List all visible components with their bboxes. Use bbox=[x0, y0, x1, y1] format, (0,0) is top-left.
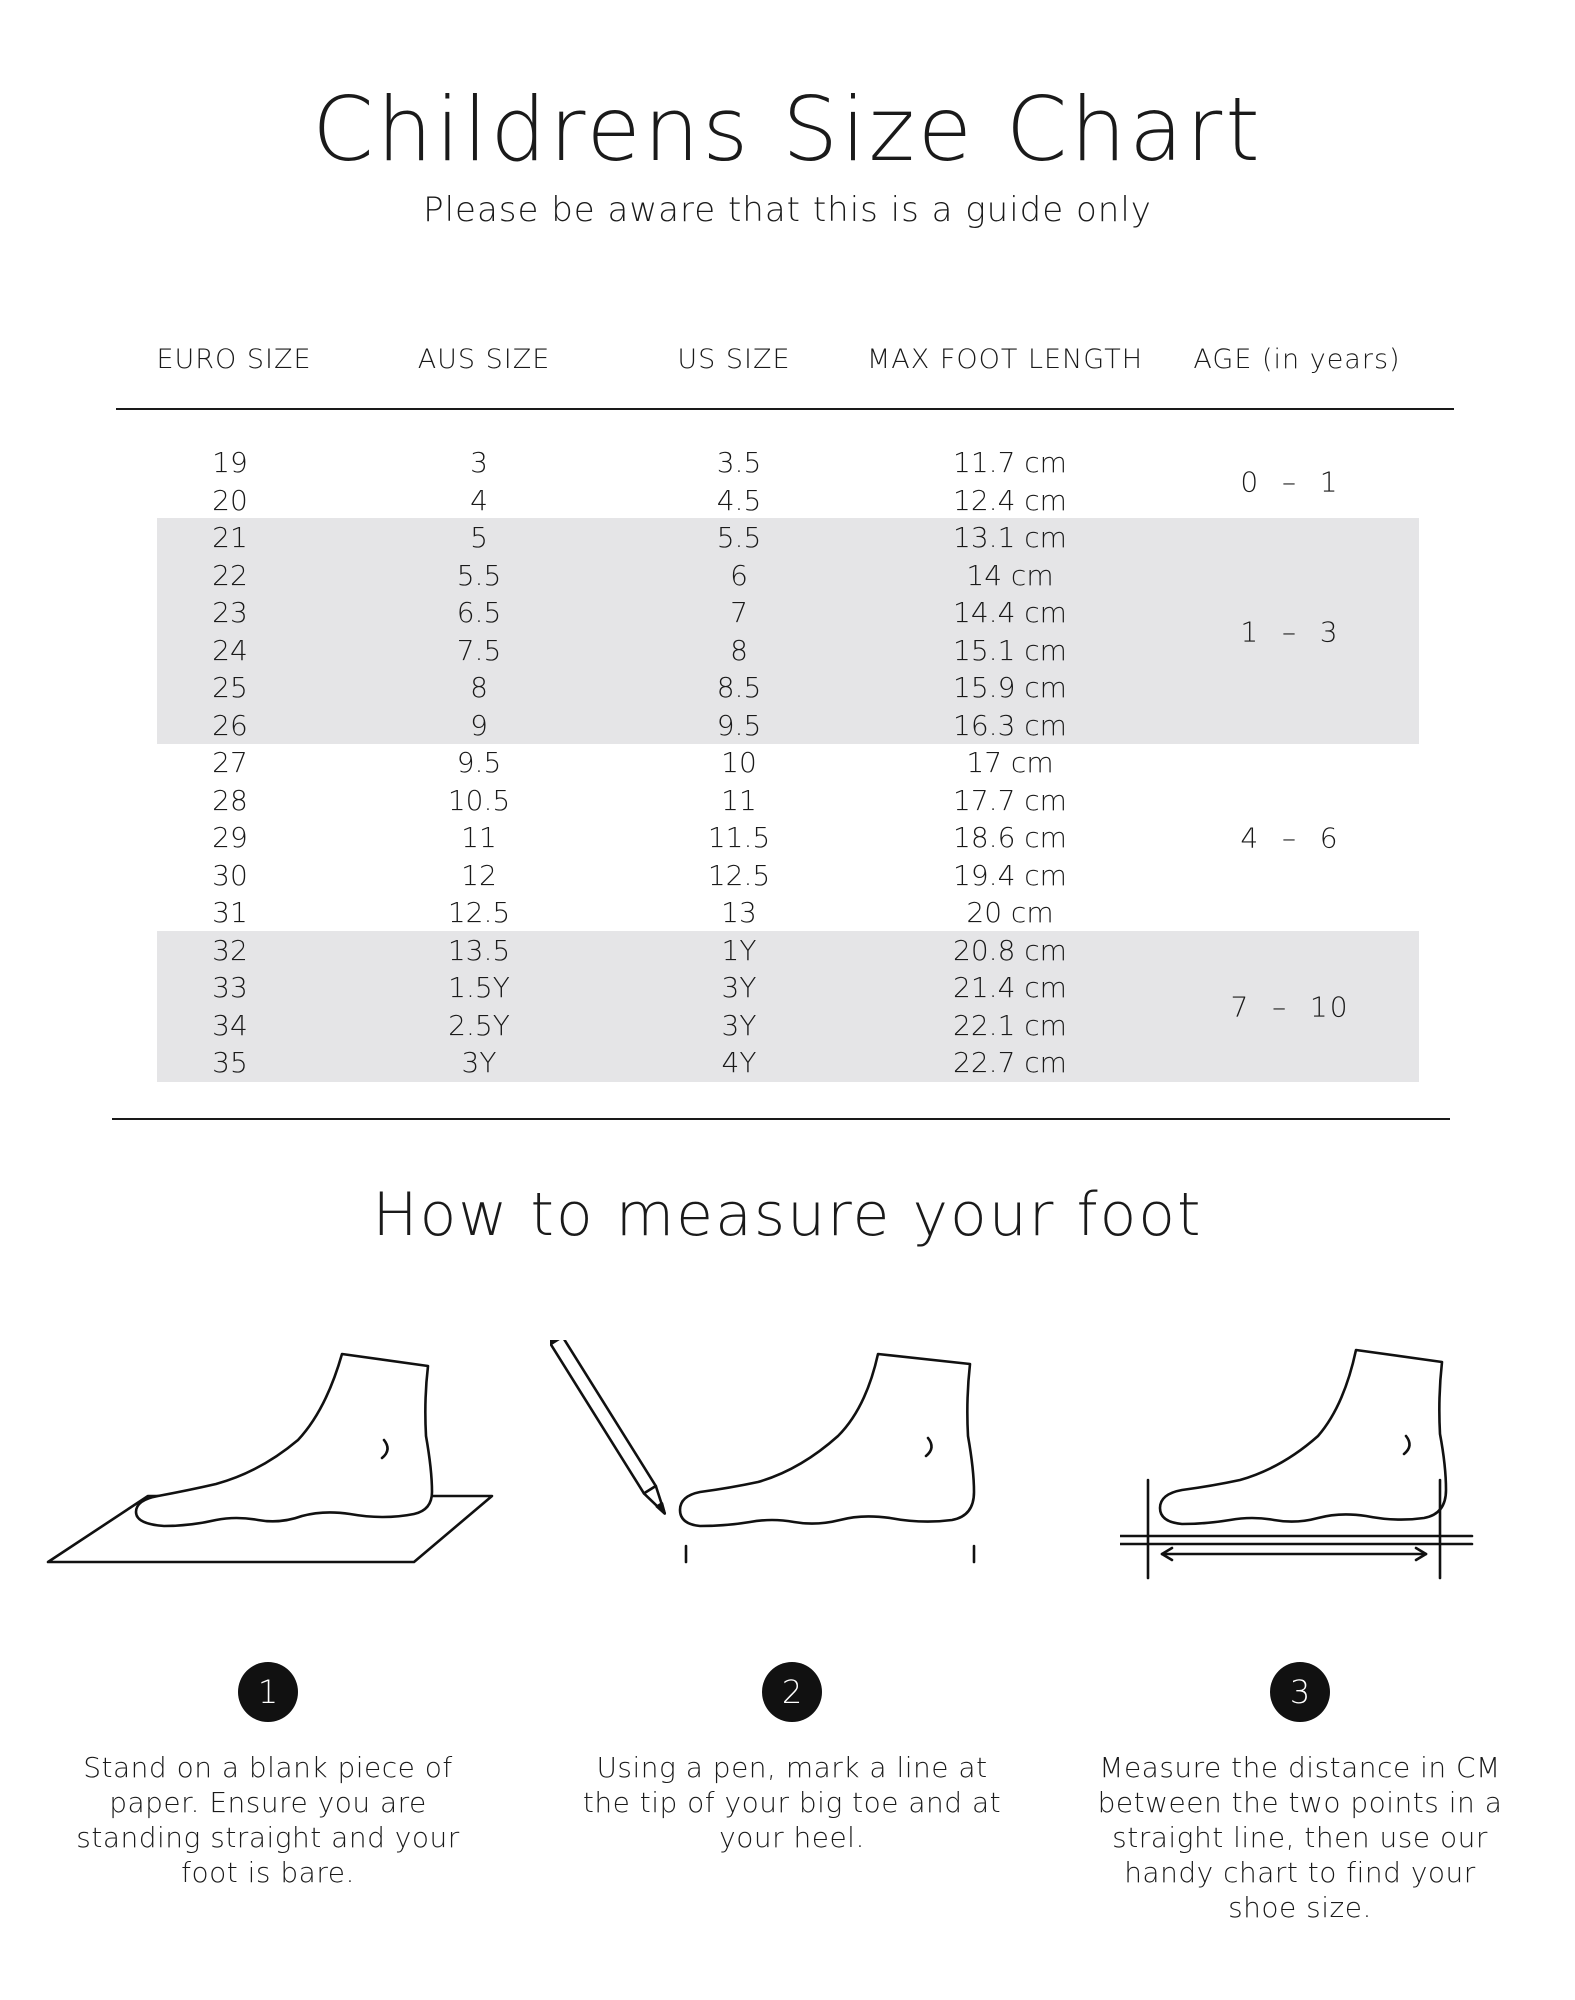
aus-size-cell: 12 bbox=[461, 858, 497, 892]
step-1-text: Stand on a blank piece of paper. Ensure you are standing straight and your foot is bare. bbox=[76, 1751, 460, 1889]
aus-size-cell: 13.5 bbox=[447, 933, 511, 967]
euro-size-cell: 35 bbox=[212, 1046, 248, 1079]
us-size-cell: 8 bbox=[730, 633, 748, 667]
max-foot-length-cell: 22.1 cm bbox=[953, 1008, 1067, 1042]
euro-size-cell: 29 bbox=[212, 821, 248, 854]
age-range-label: 4 – 6 bbox=[1240, 821, 1340, 855]
aus-size-cell: 7.5 bbox=[456, 633, 502, 667]
euro-size-cell: 21 bbox=[212, 521, 248, 554]
euro-size-cell: 34 bbox=[212, 1008, 248, 1042]
table-bottom-divider bbox=[112, 1118, 1450, 1120]
max-foot-length-cell: 17.7 cm bbox=[953, 783, 1067, 817]
aus-size-cell: 1.5Y bbox=[448, 971, 510, 1004]
table-row bbox=[0, 857, 1575, 895]
max-foot-length-cell: 14 cm bbox=[966, 558, 1054, 592]
step-2-text: Using a pen, mark a line at the tip of your big toe and at your heel. bbox=[582, 1751, 1002, 1854]
euro-size-cell: 32 bbox=[212, 933, 248, 967]
table-row bbox=[0, 519, 1575, 557]
us-size-cell: 12.5 bbox=[707, 858, 771, 892]
us-size-cell: 13 bbox=[721, 896, 757, 929]
us-size-cell: 7 bbox=[730, 596, 748, 629]
max-foot-length-cell: 17 cm bbox=[966, 746, 1054, 779]
euro-size-cell: 20 bbox=[212, 483, 248, 517]
aus-size-cell: 6.5 bbox=[456, 596, 502, 629]
euro-size-cell: 27 bbox=[212, 746, 248, 779]
max-foot-length-cell: 12.4 cm bbox=[953, 483, 1067, 517]
step-3-badge: 3 bbox=[1270, 1662, 1330, 1722]
us-size-cell: 6 bbox=[730, 558, 748, 592]
euro-size-cell: 24 bbox=[212, 633, 248, 667]
aus-size-cell: 2.5Y bbox=[448, 1008, 510, 1042]
table-row bbox=[0, 782, 1575, 820]
aus-size-cell: 10.5 bbox=[447, 783, 511, 817]
aus-size-cell: 9.5 bbox=[456, 746, 502, 779]
step-2-badge: 2 bbox=[762, 1662, 822, 1722]
max-foot-length-cell: 16.3 cm bbox=[953, 708, 1067, 742]
max-foot-length-cell: 21.4 cm bbox=[953, 971, 1067, 1004]
max-foot-length-cell: 22.7 cm bbox=[953, 1046, 1067, 1079]
how-to-title: How to measure your foot bbox=[372, 1180, 1203, 1250]
aus-size-cell: 5.5 bbox=[456, 558, 502, 592]
header-us-size: US SIZE bbox=[677, 344, 791, 375]
aus-size-cell: 4 bbox=[470, 483, 488, 517]
measure-distance-icon bbox=[1120, 1340, 1490, 1620]
aus-size-cell: 5 bbox=[470, 521, 488, 554]
us-size-cell: 10 bbox=[721, 746, 757, 779]
us-size-cell: 3Y bbox=[721, 971, 757, 1004]
max-foot-length-cell: 20.8 cm bbox=[953, 933, 1067, 967]
max-foot-length-cell: 19.4 cm bbox=[953, 858, 1067, 892]
age-range-label: 1 – 3 bbox=[1240, 615, 1340, 648]
page-title: Childrens Size Chart bbox=[312, 78, 1263, 181]
us-size-cell: 8.5 bbox=[716, 671, 762, 704]
euro-size-cell: 25 bbox=[212, 671, 248, 704]
table-row bbox=[0, 557, 1575, 595]
euro-size-cell: 22 bbox=[212, 558, 248, 592]
aus-size-cell: 9 bbox=[470, 708, 488, 742]
euro-size-cell: 26 bbox=[212, 708, 248, 742]
aus-size-cell: 8 bbox=[470, 671, 488, 704]
us-size-cell: 4Y bbox=[721, 1046, 757, 1079]
euro-size-cell: 33 bbox=[212, 971, 248, 1004]
euro-size-cell: 31 bbox=[212, 896, 248, 929]
us-size-cell: 3Y bbox=[721, 1008, 757, 1042]
max-foot-length-cell: 14.4 cm bbox=[953, 596, 1067, 629]
age-range-label: 7 – 10 bbox=[1230, 990, 1350, 1023]
max-foot-length-cell: 13.1 cm bbox=[953, 521, 1067, 554]
table-row bbox=[0, 707, 1575, 745]
max-foot-length-cell: 15.9 cm bbox=[953, 671, 1067, 704]
table-row bbox=[0, 1044, 1575, 1082]
table-row bbox=[0, 744, 1575, 782]
us-size-cell: 1Y bbox=[721, 933, 757, 967]
aus-size-cell: 11 bbox=[461, 821, 497, 854]
aus-size-cell: 12.5 bbox=[447, 896, 511, 929]
us-size-cell: 3.5 bbox=[716, 446, 762, 479]
us-size-cell: 4.5 bbox=[716, 483, 762, 517]
euro-size-cell: 19 bbox=[212, 446, 248, 479]
max-foot-length-cell: 15.1 cm bbox=[953, 633, 1067, 667]
step-3-text: Measure the distance in CM between the two points in a straight line, then use our handy chart to find your shoe size. bbox=[1097, 1751, 1503, 1924]
age-range-label: 0 – 1 bbox=[1240, 465, 1340, 498]
aus-size-cell: 3Y bbox=[461, 1046, 497, 1079]
us-size-cell: 5.5 bbox=[716, 521, 762, 554]
header-age: AGE (in years) bbox=[1193, 344, 1401, 375]
table-row bbox=[0, 669, 1575, 707]
euro-size-cell: 28 bbox=[212, 783, 248, 817]
us-size-cell: 11 bbox=[721, 783, 757, 817]
aus-size-cell: 3 bbox=[470, 446, 488, 479]
us-size-cell: 11.5 bbox=[707, 821, 771, 854]
page-subtitle: Please be aware that this is a guide only bbox=[423, 190, 1152, 230]
us-size-cell: 9.5 bbox=[716, 708, 762, 742]
euro-size-cell: 23 bbox=[212, 596, 248, 629]
table-row bbox=[0, 932, 1575, 970]
header-euro-size: EURO SIZE bbox=[156, 344, 312, 375]
header-aus-size: AUS SIZE bbox=[417, 344, 551, 375]
step-1-badge: 1 bbox=[238, 1662, 298, 1722]
header-divider bbox=[116, 408, 1454, 410]
size-table-body bbox=[0, 444, 1575, 1082]
foot-on-paper-icon bbox=[40, 1340, 510, 1580]
max-foot-length-cell: 18.6 cm bbox=[953, 821, 1067, 854]
header-max-foot-length: MAX FOOT LENGTH bbox=[866, 344, 1144, 375]
euro-size-cell: 30 bbox=[212, 858, 248, 892]
table-row bbox=[0, 894, 1575, 932]
pencil-marking-foot-icon bbox=[550, 1340, 990, 1580]
max-foot-length-cell: 20 cm bbox=[966, 896, 1054, 929]
max-foot-length-cell: 11.7 cm bbox=[953, 446, 1067, 479]
